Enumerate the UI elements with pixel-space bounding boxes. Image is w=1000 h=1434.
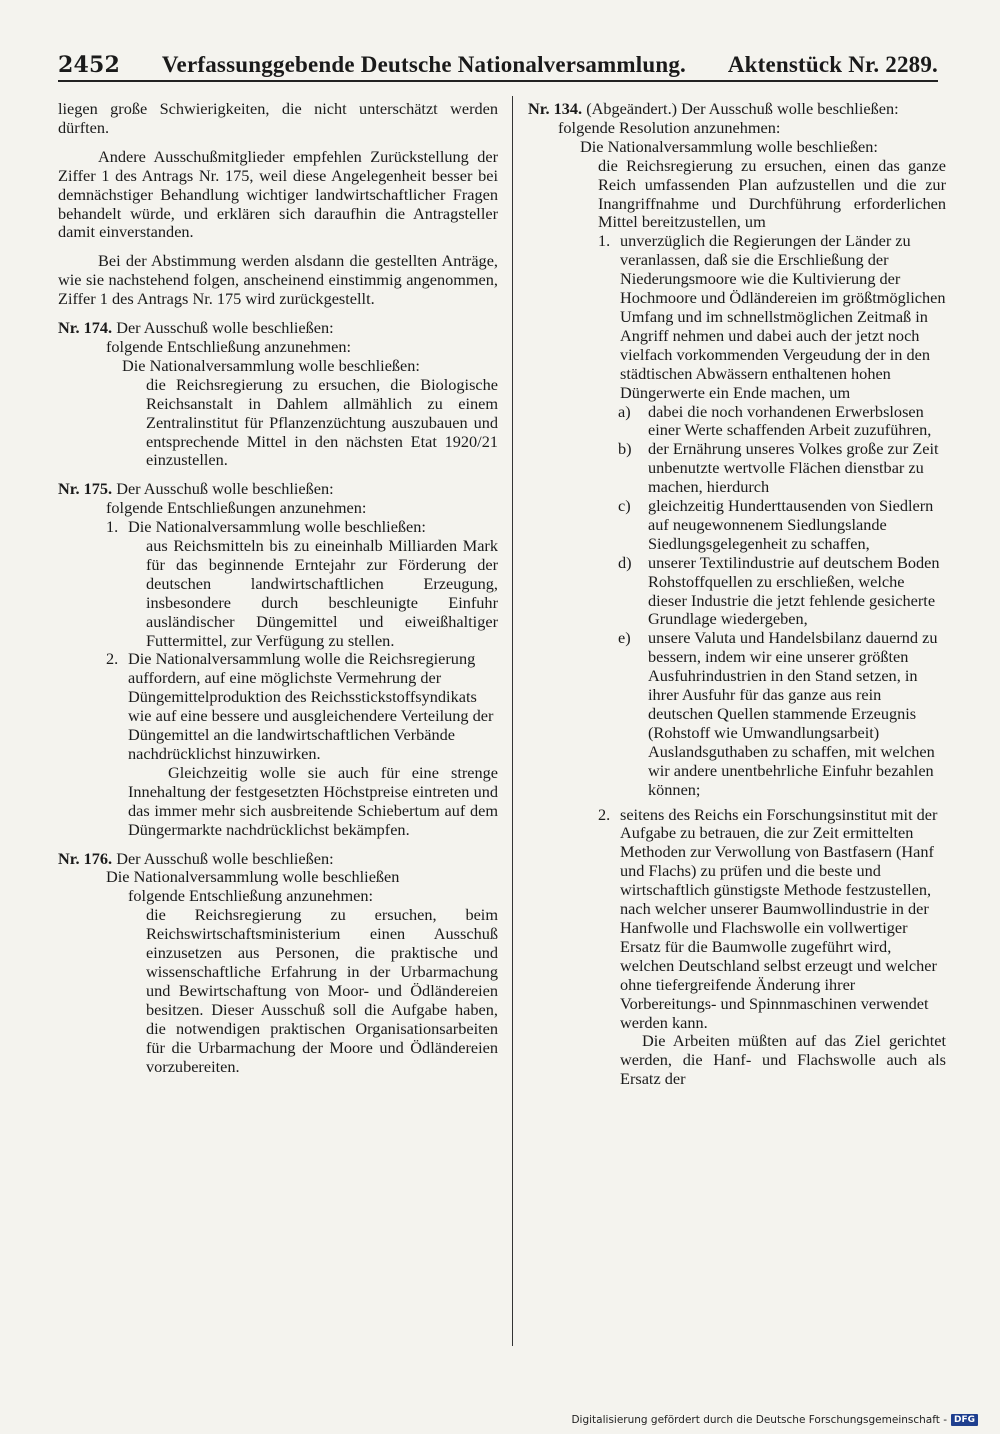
- motion-label: Nr. 175.: [58, 479, 113, 499]
- motion-label: Nr. 134.: [528, 99, 583, 118]
- motion-label: Nr. 176.: [58, 848, 113, 868]
- sublist-item: [528, 403, 946, 441]
- sublist-label: b): [618, 439, 632, 459]
- sublist-text: dabei die noch vorhandenen Erwerbslosen einer Werte schaffenden Arbeit zuzuführen,: [648, 401, 932, 440]
- sublist-text: unsere Valuta und Handelsbilanz dauernd zu bessern, indem wir eine unserer größten Ausfuhrindustrien in den Stand setzen, in ihrer Ausfuhr für das ganze aus rein deutschen Quellen stammende Erzeugnis (Rohstoff wie Umwandlungsarbeit) Auslandsguthaben zu schaffen, mit welchen wir andere unentbehrliche Einfuhr bezahlen können;: [648, 628, 938, 799]
- header-doc-ref: Aktenstück Nr. 2289.: [727, 52, 938, 77]
- sublist-text: unserer Textilindustrie auf deutschem Boden Rohstoffquellen zu erschließen, welche dieser Industrie die jetzt fehlende gesicherte Grundlage wiedergeben,: [648, 552, 940, 629]
- sublist-text: gleichzeitig Hunderttausenden von Siedlern auf neugewonnenem Siedlungslande Siedlungsgelegenheit zu schaffen,: [648, 496, 934, 553]
- list-item: [528, 232, 946, 402]
- motion-lead: Der Ausschuß wolle beschließen:: [116, 479, 334, 499]
- list-text: Die Nationalversammlung wolle die Reichsregierung auffordern, auf eine möglichste Vermehrung der Düngemittelproduktion des Reichsstickstoffsyndikats wie auf eine bessere und ausgleichendere Verteilung der Düngemittel an die landwirtschaftlichen Verbände nachdrücklichst hinzuwirken.: [128, 649, 494, 763]
- list-text: Die Nationalversammlung wolle beschließen:: [128, 517, 426, 537]
- motion-text: Gleichzeitig wolle sie auch für eine strenge Innehaltung der festgesetzten Höchstpreise eintreten und das immer mehr sich ausbreitende Schiebertum auf dem Düngermarkte nachdrücklichst bekämpfen.: [128, 762, 498, 839]
- left-column: [58, 100, 498, 1076]
- paragraph: Bei der Abstimmung werden alsdann die gestellten Anträge, wie sie nachstehend folgen, anscheinend einstimmig angenommen, Ziffer 1 des Antrags Nr. 175 wird zurückgestellt.: [58, 251, 498, 309]
- header-rule: [58, 80, 938, 82]
- motion-lead: Der Ausschuß wolle beschließen:: [116, 848, 334, 868]
- sublist-item: [528, 554, 946, 630]
- motion-line: folgende Entschließungen anzunehmen:: [106, 498, 367, 518]
- list-label: 2.: [106, 649, 119, 669]
- motion-line: Die Nationalversammlung wolle beschließen: [106, 867, 400, 887]
- motion-text: Die Arbeiten müßten auf das Ziel gerichtet werden, die Hanf- und Flachswolle auch als Ersatz der: [620, 1031, 946, 1089]
- motion-line: folgende Entschließung anzunehmen:: [106, 336, 352, 356]
- dfg-logo: DFG: [951, 1414, 978, 1426]
- list-label: 2.: [598, 804, 611, 824]
- page-number: 2452: [58, 52, 121, 78]
- motion-text: aus Reichsmitteln bis zu eineinhalb Milliarden Mark für das beginnende Erntejahr zur Förderung der deutschen landwirtschaftlichen Erzeugung, insbesondere durch beschleunigte Einfuhr ausländischer Düngemittel und eiweißhaltiger Futtermittel, zur Verfügung zu stellen.: [146, 536, 498, 650]
- sublist-item: [528, 440, 946, 497]
- list-text: seitens des Reichs ein Forschungsinstitut mit der Aufgabe zu betrauen, die zur Zeit ermittelten Methoden zur Verwollung von Bastfasern (Hanf und Flachs) zu prüfen und die beste und wirtschaftlich günstigste Methode festzustellen, nach welcher unserer Baumwollindustrie in der Hanfwolle und Flachswolle ein vollwertiger Ersatz für die Baumwolle zugeführt wird, welchen Deutschland selbst erzeugt und welcher ohne tiefergreifende Änderung ihrer Vorbereitungs- und Spinnmaschinen verwendet werden kann.: [620, 804, 938, 1032]
- motion-134-heading: [528, 100, 946, 119]
- motion-text: die Reichsregierung zu ersuchen, beim Reichswirtschaftsministerium einen Ausschuß einzusetzen aus Personen, die praktische und wissenschaftliche Erfahrung in der Urbarmachung und Bewirtschaftung von Moor- und Ödländereien besitzen. Dieser Ausschuß soll die Aufgabe haben, die notwendigen praktischen Organisationsarbeiten für die Urbarmachung der Moore und Ödländereien vorzubereiten.: [146, 905, 498, 1076]
- credit-text: Digitalisierung gefördert durch die Deutsche Forschungsgemeinschaft -: [571, 1414, 947, 1426]
- motion-lead: Der Ausschuß wolle beschließen:: [116, 318, 334, 338]
- sublist-label: a): [618, 401, 631, 421]
- header-title: Verfassunggebende Deutsche Nationalversammlung.: [161, 52, 686, 77]
- motion-line: folgende Entschließung anzunehmen:: [128, 886, 374, 906]
- column-divider: [512, 96, 513, 1346]
- sublist-text: der Ernährung unseres Volkes große zur Zeit unbenutzte wertvolle Flächen dienstbar zu machen, hierdurch: [648, 439, 939, 497]
- paragraph: liegen große Schwierigkeiten, die nicht unterschätzt werden dürften.: [58, 99, 498, 137]
- sublist-label: e): [618, 628, 631, 648]
- motion-label: Nr. 174.: [58, 318, 113, 338]
- motion-lead: (Abgeändert.) Der Ausschuß wolle beschließen:: [586, 99, 899, 118]
- motion-text: die Reichsregierung zu ersuchen, einen das ganze Reich umfassenden Plan aufzustellen und die zur Inangriffnahme und Durchführung erforderlichen Mittel bereitzustellen, um: [598, 155, 946, 232]
- sublist-label: d): [618, 552, 632, 572]
- motion-175-heading: [58, 480, 498, 499]
- digitization-credit: [571, 1414, 978, 1426]
- sublist-label: c): [618, 496, 631, 516]
- list-label: 1.: [598, 231, 611, 251]
- list-text: unverzüglich die Regierungen der Länder zu veranlassen, daß sie die Erschließung der Niederungsmoore wie die Kultivierung der Hochmoore und Ödländereien im größtmöglichen Umfang und im schnellstmöglichen Zeitmaß in Angriff nehmen und dabei auch der jetzt noch vielfach vorkommenden Vergeudung der in den städtischen Abwässern enthaltenen hohen Düngerwerte ein Ende machen, um: [620, 231, 946, 402]
- motion-line: folgende Resolution anzunehmen:: [558, 117, 781, 137]
- motion-line: Die Nationalversammlung wolle beschließen:: [122, 355, 420, 375]
- motion-174-heading: [58, 319, 498, 338]
- sublist-item: [528, 497, 946, 554]
- right-column: [528, 100, 946, 1089]
- motion-text: die Reichsregierung zu ersuchen, die Biologische Reichsanstalt in Dahlem allmählich zu einem Zentralinstitut für Pflanzenzüchtung auszubauen und entsprechende Mittel in den nächsten Etat 1920/21 einzustellen.: [146, 374, 498, 470]
- sublist-item: [528, 629, 946, 799]
- motion-176-heading: [58, 850, 498, 869]
- list-item: [528, 806, 946, 1033]
- list-label: 1.: [106, 517, 119, 537]
- paragraph: Andere Ausschußmitglieder empfehlen Zurückstellung der Ziffer 1 des Antrags Nr. 175, weil diese Angelegenheit besser bei demnächstiger Behandlung wichtiger landwirtschaftlicher Fragen behandelt würde, und erklären sich daraufhin die Antragsteller damit einverstanden.: [58, 146, 498, 242]
- page-header: [58, 52, 938, 78]
- list-item: [58, 518, 498, 537]
- list-item: [58, 650, 498, 763]
- motion-line: Die Nationalversammlung wolle beschließen:: [580, 136, 878, 156]
